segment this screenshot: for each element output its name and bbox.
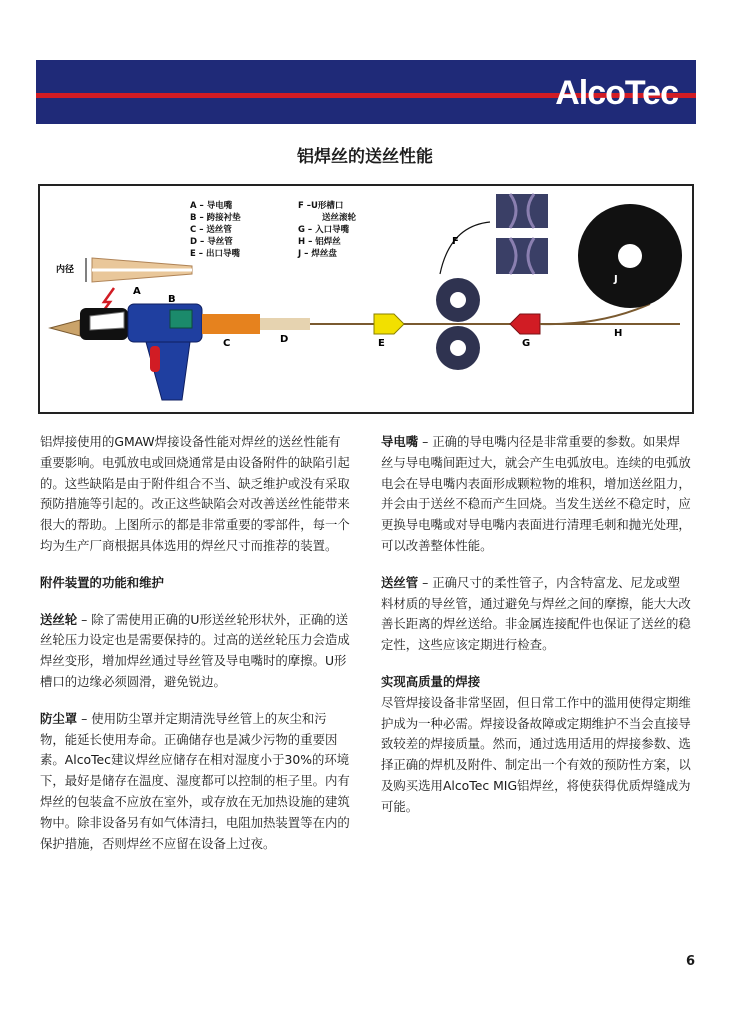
drive-roll-lead: 送丝轮 [40,611,78,627]
dust-cover-lead: 防尘罩 [40,710,78,726]
svg-text:H: H [614,328,623,339]
dust-cover-text: – 使用防尘罩并定期清洗导丝管上的灰尘和污物，能延长使用寿命。正确储存也是减少污物的重要因素。AlcoTec建议焊丝应储存在相对湿度小于30%的环境下，最好是储存在温度、湿度都可以控制的柜子里。内有焊丝的包装盒不应放在室外，或存放在无加热设施的建筑物中。除非设备另有如气体清扫，电阻加热装置等在内的保护措施，否则焊丝不应留在设备上过夜。 [40,710,350,851]
header-band [36,60,696,124]
page-number: 6 [686,954,696,969]
gun-clamp [170,310,192,328]
contact-tip-lead: 导电嘴 [381,434,419,449]
diagram-svg [40,186,692,412]
inlet-guide [510,314,540,334]
contact-tip-paragraph [381,432,691,557]
svg-text:F: F [452,236,459,247]
legend-g: G – 入口导嘴 [298,225,350,235]
svg-text:C: C [223,338,231,349]
gun-tip [50,320,80,336]
legend-b: B – 跨接衬垫 [190,213,241,223]
legend-h: H – 铝焊丝 [298,237,341,247]
svg-text:J: J [614,274,618,285]
alcotec-logo: AlcoTec [555,74,678,112]
svg-text:A: A [133,286,141,297]
callout-arrow [440,222,490,274]
legend-f: F –U形槽口 [298,201,344,211]
legend-f2: 送丝滚轮 [322,213,357,223]
quality-text: 尽管焊接设备非常坚固，但日常工作中的滥用使得定期维护成为一种必需。焊接设备故障或定期维护不当会直接导致较差的焊接质量。然而，通过选用适用的焊接参数、选择正确的焊机及附件、制定出一个有效的预防性方案，以及购买选用AlcoTec MIG铝焊丝，将使获得优质焊缝成为可能。 [381,694,691,814]
section-heading: 附件装置的功能和维护 [40,574,164,590]
legend-j: J – 焊丝盘 [298,249,337,259]
dust-cover-paragraph [40,709,350,855]
conduit-lead: 送丝管 [381,574,419,590]
legend-a: A – 导电嘴 [190,201,233,211]
wire-liner [260,318,310,330]
legend-e: E – 出口导嘴 [190,249,240,259]
svg-text:G: G [522,338,531,349]
svg-text:D: D [280,334,289,345]
left-column [40,432,350,870]
trigger [150,346,160,372]
conduit-text: – 正确尺寸的柔性管子，内含特富龙、尼龙或塑料材质的导丝管，通过避免与焊丝之间的摩擦，能大大改善长距离的焊丝送给。非金属连接配件也保证了送丝的稳定性，这些应该定期进行检查。 [381,574,691,653]
drive-roll-text: – 除了需使用正确的U形送丝轮形状外，正确的送丝轮压力设定也是需要保持的。过高的送丝轮压力会造成焊丝变形，增加焊丝通过导丝管及导电嘴时的摩擦。U形槽口的边缘必须圆滑，避免锐边。 [40,611,350,689]
drive-roll-paragraph [40,610,350,693]
outlet-guide [374,314,404,334]
quality-section [381,672,691,818]
legend-c: C – 送丝管 [190,225,232,235]
contact-tip-text: – 正确的导电嘴内径是非常重要的参数。如果焊丝与导电嘴间距过大，就会产生电弧放电。连续的电弧放电会在导电嘴内表面形成颗粒物的堆积，增加送丝阻力，并会由于送丝不稳而产生回烧。当发生送丝不稳定时，应更换导电嘴或对导电嘴内表面进行清理毛刺和抛光处理，可以改善整体性能。 [381,434,691,553]
right-column [381,432,691,818]
conduit-paragraph [381,573,691,656]
intro-paragraph: 铝焊接使用的GMAW焊接设备性能对焊丝的送丝性能有重要影响。电弧放电或回烧通常是由设备附件的缺陷引起的。这些缺陷是由于附件组合不当、缺乏维护或没有采取预防措施等引起的。改正这些缺陷会对改善送丝性能带来很大的帮助。上图所示的都是非常重要的零部件，每一个均为生产厂商根据具体选用的焊丝尺寸而推荐的装置。 [40,434,350,553]
page-title: 铝焊丝的送丝性能 [297,147,433,167]
feed-conduit [202,314,260,334]
quality-heading: 实现高质量的焊接 [381,673,481,689]
inner-diameter-label: 内径 [56,265,75,275]
svg-text:B: B [168,294,176,305]
wire-feed-diagram [38,184,694,414]
legend-d: D – 导丝管 [190,237,233,247]
svg-text:E: E [378,338,385,349]
